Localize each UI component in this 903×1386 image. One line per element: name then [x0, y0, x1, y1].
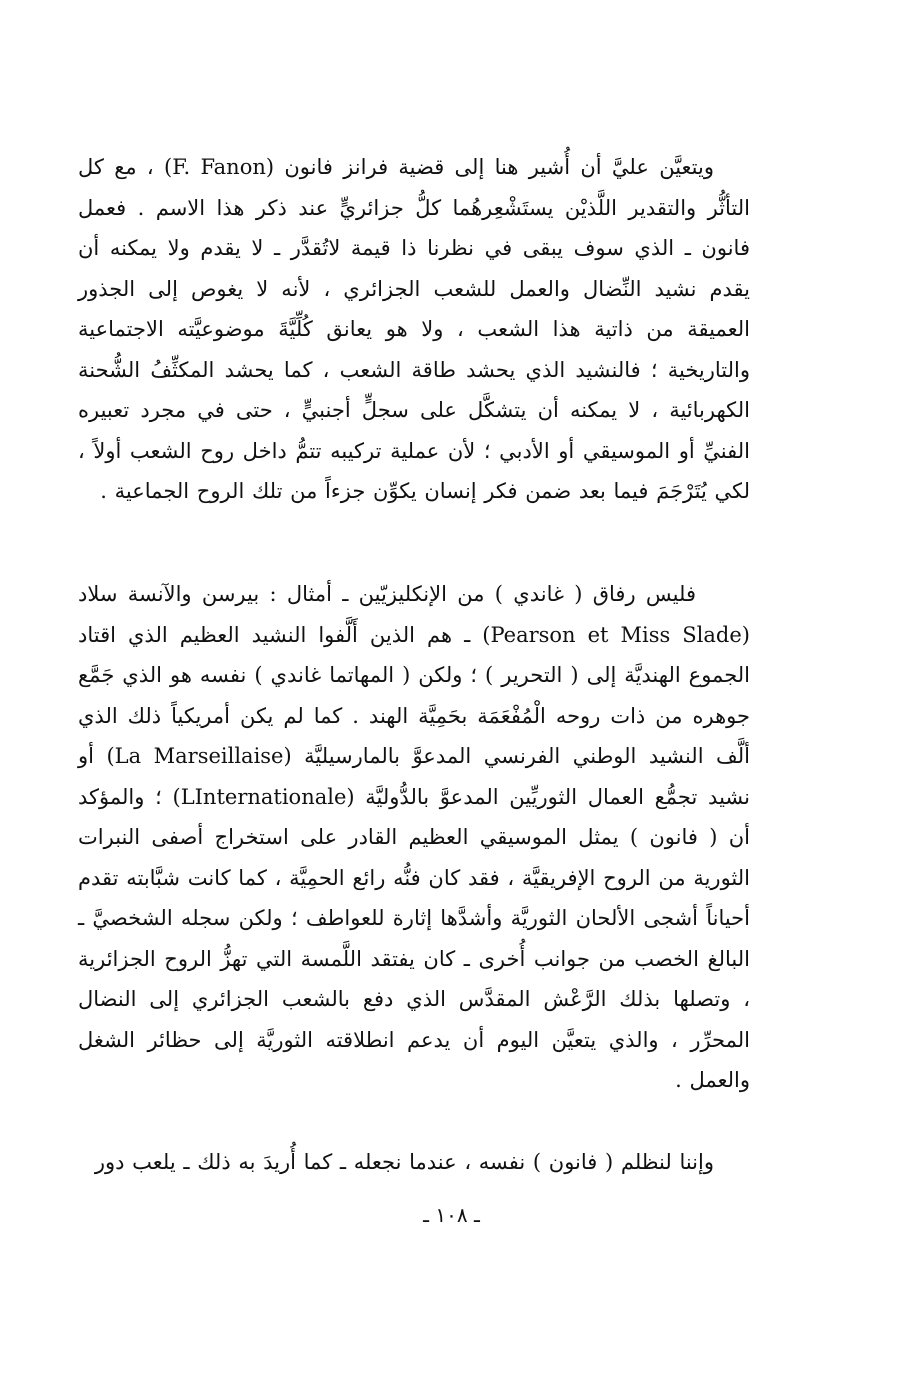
paragraph-gandhi-comparison: فليس رفاق ( غاندي ) من الإنكليزيّين ـ أمثال : بيرسن والآنسة سلاد (Pearson et Miss Slade) ـ هم الذين أَلَّفوا النشيد العظيم الذي اقتاد الجموع الهنديَّة إلى ( التحرير ) ؛ ولكن ( المهاتما غاندي ) نفسه هو الذي جَمَّع جوهره من ذات روحه الْمُفْعَمَة بحَمِيَّة الهند . كما لم يكن أمريكياً ذلك الذي ألَّف النشيد الوطني الفرنسي المدعوَّ بالمارسيليَّة (La Marseillaise) أو نشيد تجمُّع العمال الثوريِّين المدعوَّ بالدُّوليَّة (LInternationale) ؛ والمؤكد أن ( فانون ) يمثل الموسيقي العظيم القادر على استخراج أصفى النبرات الثورية من الروح الإفريقيَّة ، فقد كان فنُّه رائع الحمِيَّة ، كما كانت شبَّابته تقدم أحياناً أشجى الألحان الثوريَّة وأشدَّها إثارة للعواطف ؛ ولكن سجله الشخصيَّ ـ البالغ الخصب من جوانب أُخرى ـ كان يفتقد اللَّمسة التي تهزُّ الروح الجزائرية ، وتصلها بذلك الرَّعْش المقدَّس الذي دفع بالشعب الجزائري إلى النضال المحرِّر ، والذي يتعيَّن اليوم أن يدعم انطلاقته الثوريَّة إلى حظائر الشغل والعمل .: [78, 582, 751, 1092]
page-number: ـ ١٠٨ ـ: [423, 1203, 480, 1227]
paragraph-fanon-introduction: ويتعيَّن عليَّ أن أُشير هنا إلى قضية فرانز فانون (F. Fanon) ، مع كل التأثُّر والتقدير اللَّذيْن يستَشْعِرهُما كلُّ جزائريٍّ عند ذكر هذا الاسم . فعمل فانون ـ الذي سوف يبقى في نظرنا ذا قيمة لاتُقدَّر ـ لا يقدم ولا يمكنه أن يقدم نشيد النِّضال والعمل للشعب الجزائري ، لأنه لا يغوص إلى الجذور العميقة من ذاتية هذا الشعب ، ولا هو يعانق كُلِّيَّةَ موضوعيَّته الاجتماعية والتاريخية ؛ فالنشيد الذي يحشد طاقة الشعب ، كما يحشد المكثِّفُ الشُّحنة الكهربائية ، لا يمكنه أن يتشكَّل على سجلٍّ أجنبيٍّ ، حتى في مجرد تعبيره الفنيِّ أو الموسيقي أو الأدبي ؛ لأن عملية تركيبه تتمُّ داخل روح الشعب أولاً ، لكي يُتَرْجَمَ فيما بعد ضمن فكر إنسان يكوِّن جزءاً من تلك الروح الجماعية .: [78, 155, 750, 503]
paragraph-fanon-role: وإننا لنظلم ( فانون ) نفسه ، عندما نجعله ـ كما أُريدَ به ذلك ـ يلعب دور: [94, 1150, 714, 1174]
